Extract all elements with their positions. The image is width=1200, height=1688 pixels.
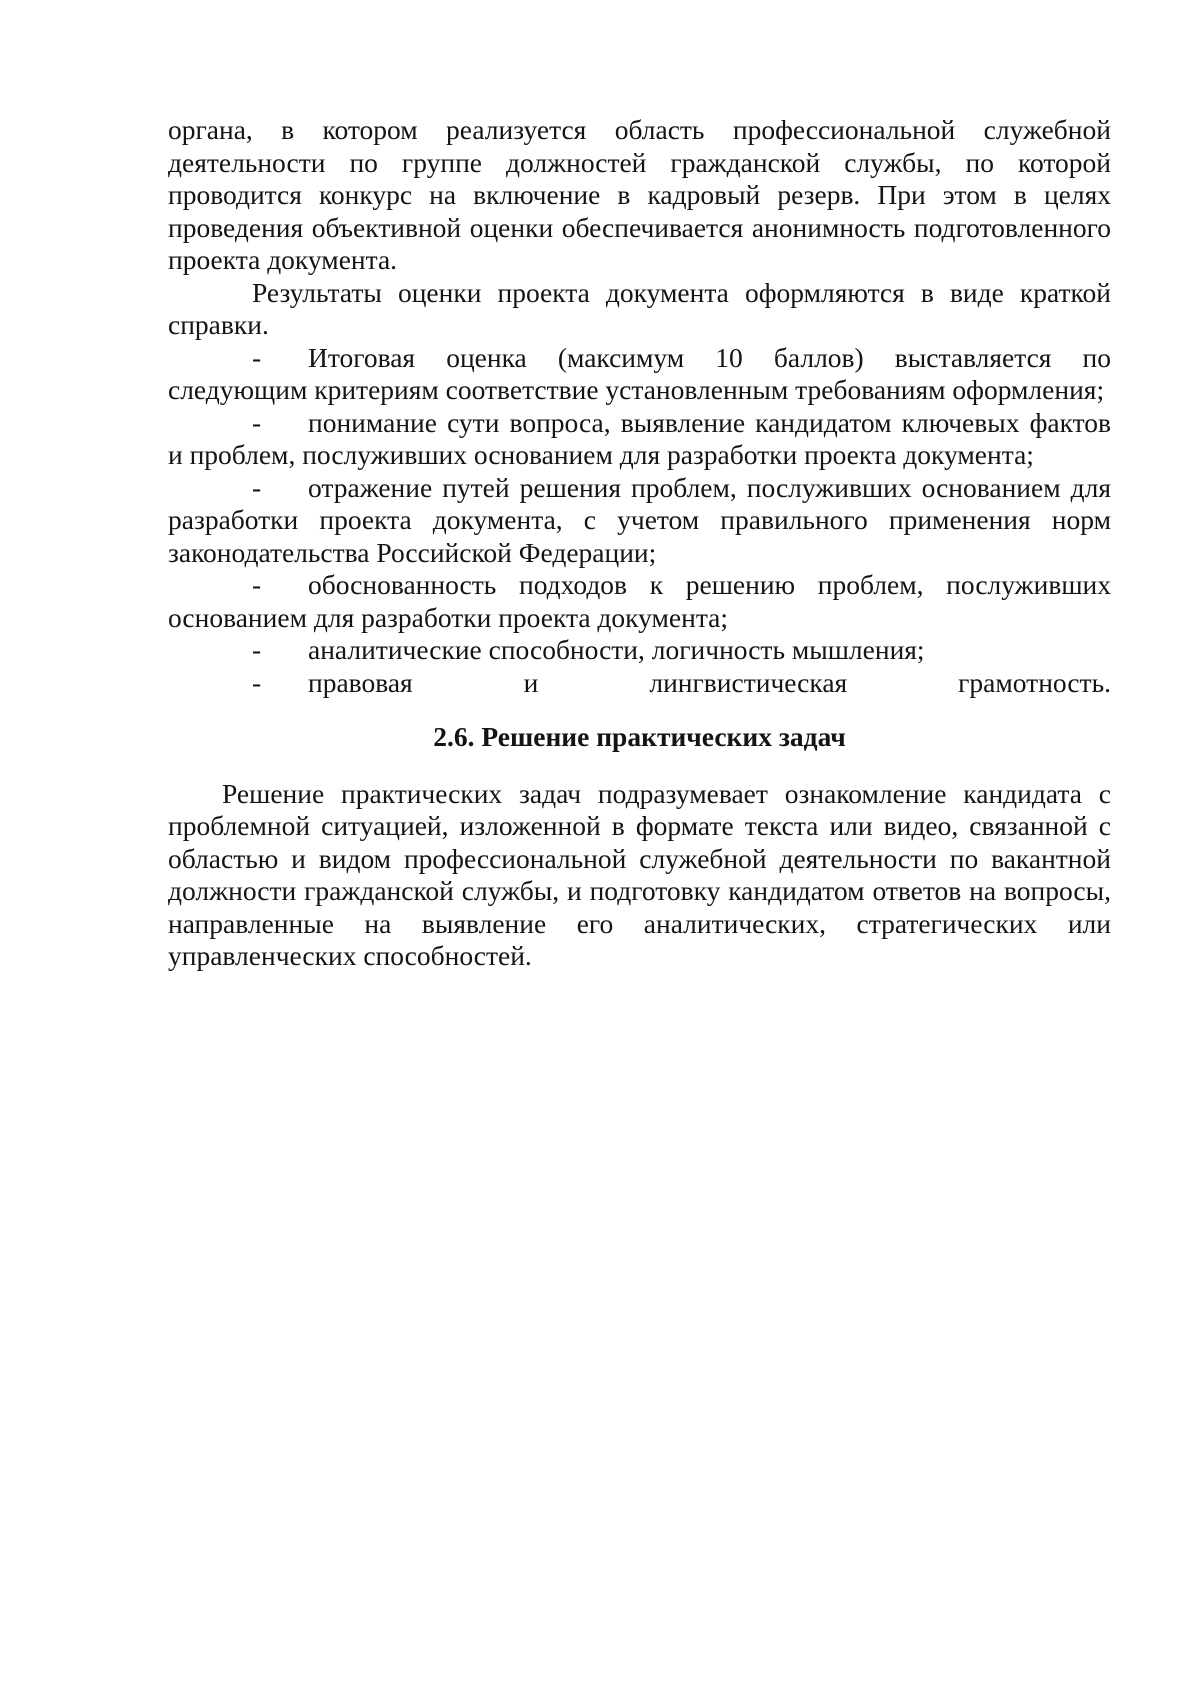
list-dash: - — [252, 569, 262, 600]
list-dash: - — [252, 666, 262, 698]
list-dash: - — [252, 406, 262, 438]
criteria-item-text: понимание сути вопроса, выявление кандидатом ключевых фактов и проблем, послуживших основанием для разработки проекта документа; — [168, 406, 1111, 470]
criteria-item-text: аналитические способности, логичность мышления; — [308, 634, 925, 665]
paragraph-continuation: органа, в котором реализуется область профессиональной служебной деятельности по группе должностей гражданской службы, по которой проводится конкурс на включение в кадровый резерв. При этом в целях проведения объективной оценки обеспечивается анонимность подготовленного проекта документа. — [168, 114, 1111, 275]
criteria-item-text: правовая и лингвистическая грамотность. — [308, 666, 1111, 698]
criteria-item-3 — [168, 472, 1111, 570]
criteria-item-1 — [168, 342, 1111, 407]
criteria-item-text: обоснованность подходов к решению проблем, послуживших основанием для разработки проекта документа; — [168, 569, 1111, 633]
list-dash: - — [252, 634, 262, 665]
criteria-item-2 — [168, 407, 1111, 472]
list-dash: - — [252, 341, 262, 373]
criteria-item-text: Итоговая оценка (максимум 10 баллов) выставляется по следующим критериям соответствие установленным требованиям оформления; — [168, 341, 1111, 405]
document-body — [168, 114, 1111, 973]
section-heading: 2.6. Решение практических задач — [433, 721, 846, 752]
criteria-item-4 — [168, 569, 1111, 634]
list-dash: - — [252, 471, 262, 503]
paragraph-practical-tasks: Решение практических задач подразумевает ознакомление кандидата с проблемной ситуацией, изложенной в формате текста или видео, связанной с областью и видом профессиональной служебной деятельности по вакантной должности гражданской службы, и подготовку кандидатом ответов на вопросы, направленные на выявление его аналитических, стратегических или управленческих способностей. — [168, 777, 1111, 971]
criteria-item-text: отражение путей решения проблем, послуживших основанием для разработки проекта документа, с учетом правильного применения норм законодательства Российской Федерации; — [168, 471, 1111, 568]
criteria-item-6 — [168, 667, 1111, 700]
criteria-item-5 — [168, 634, 1111, 667]
paragraph-results: Результаты оценки проекта документа оформляются в виде краткой справки. — [168, 276, 1111, 340]
